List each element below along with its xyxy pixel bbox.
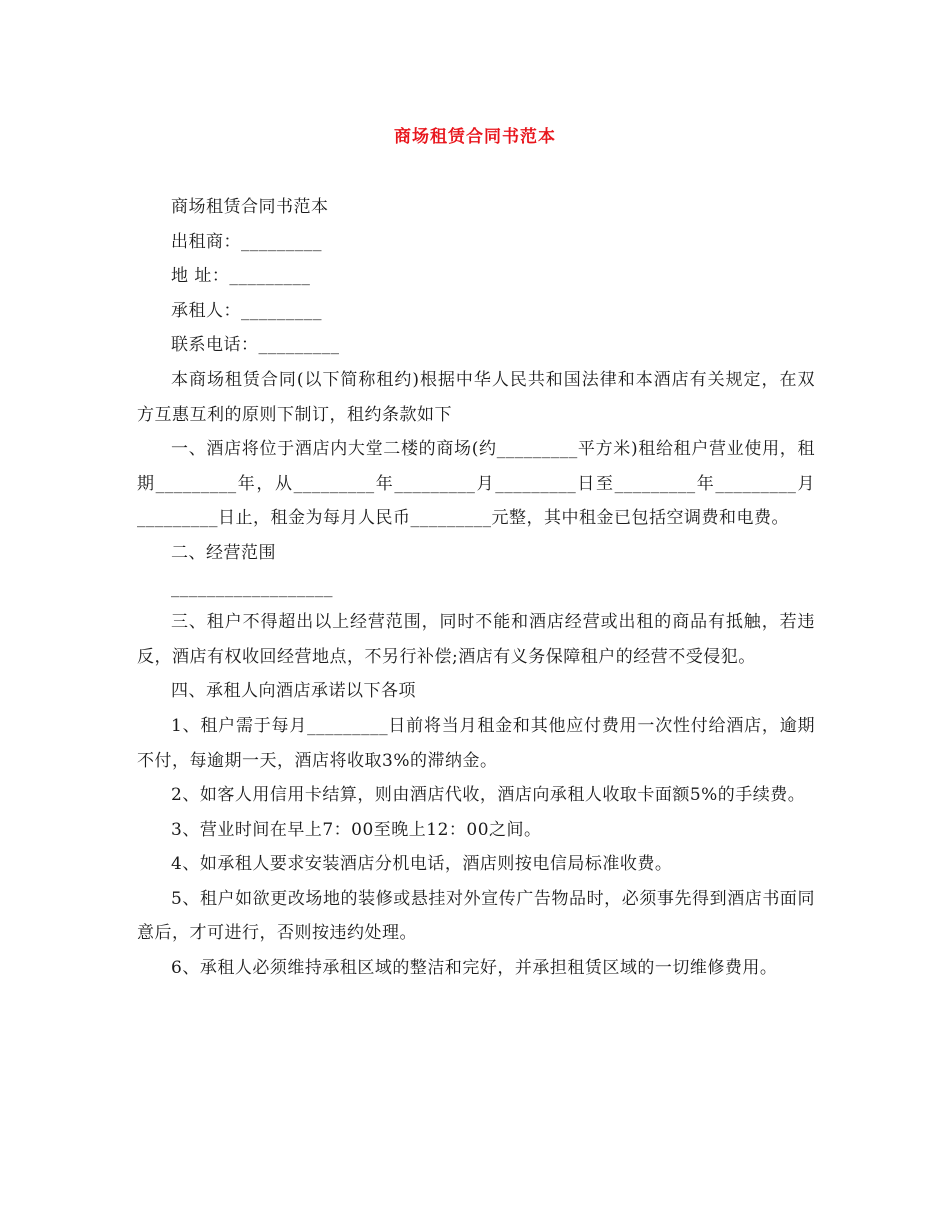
clause-4-item-3: 3、营业时间在早上7：00至晚上12：00之间。 — [171, 819, 542, 840]
field-address: 地 址：_________ — [171, 266, 311, 287]
clause-2-blank: __________________ — [171, 577, 333, 598]
clause-4-item-4: 4、如承租人要求安装酒店分机电话，酒店则按电信局标准收费。 — [171, 854, 673, 875]
field-lessee: 承租人：_________ — [171, 300, 322, 321]
clause-4-item-6: 6、承租人必须维持承租区域的整洁和完好，并承担租赁区域的一切维修费用。 — [171, 958, 778, 979]
clause-4-item-1: 1、租户需于每月_________日前将当月租金和其他应付费用一次性付给酒店，逾期不付，每逾期一天，酒店将收取3%的滞纳金。 — [137, 715, 815, 771]
clause-1: 一、酒店将位于酒店内大堂二楼的商场(约_________平方米)租给租户营业使用，租期_________年，从_________年_________月_________日至_________年_________月_________日止，租金为每月人民币_________元整，其中租金已包括空调费和电费。 — [137, 439, 815, 529]
paragraph-intro: 本商场租赁合同(以下简称租约)根据中华人民共和国法律和本酒店有关规定，在双方互惠互利的原则下制订，租约条款如下 — [137, 369, 815, 425]
clause-3: 三、租户不得超出以上经营范围，同时不能和酒店经营或出租的商品有抵触，若违反，酒店有权收回经营地点，不另行补偿;酒店有义务保障租户的经营不受侵犯。 — [137, 612, 815, 667]
document-body — [137, 190, 815, 986]
clause-2-heading: 二、经营范围 — [171, 542, 276, 563]
clause-4-item-2: 2、如客人用信用卡结算，则由酒店代收，酒店向承租人收取卡面额5%的手续费。 — [171, 785, 806, 806]
paragraph-heading: 商场租赁合同书范本 — [171, 197, 329, 217]
field-lessor: 出租商：_________ — [171, 231, 322, 252]
document-title: 商场租赁合同书范本 — [394, 127, 556, 147]
field-phone: 联系电话：_________ — [171, 335, 340, 356]
clause-4-item-5: 5、租户如欲更改场地的装修或悬挂对外宣传广告物品时，必须事先得到酒店书面同意后，才可进行，否则按违约处理。 — [137, 888, 815, 944]
clause-4-heading: 四、承租人向酒店承诺以下各项 — [171, 681, 416, 702]
